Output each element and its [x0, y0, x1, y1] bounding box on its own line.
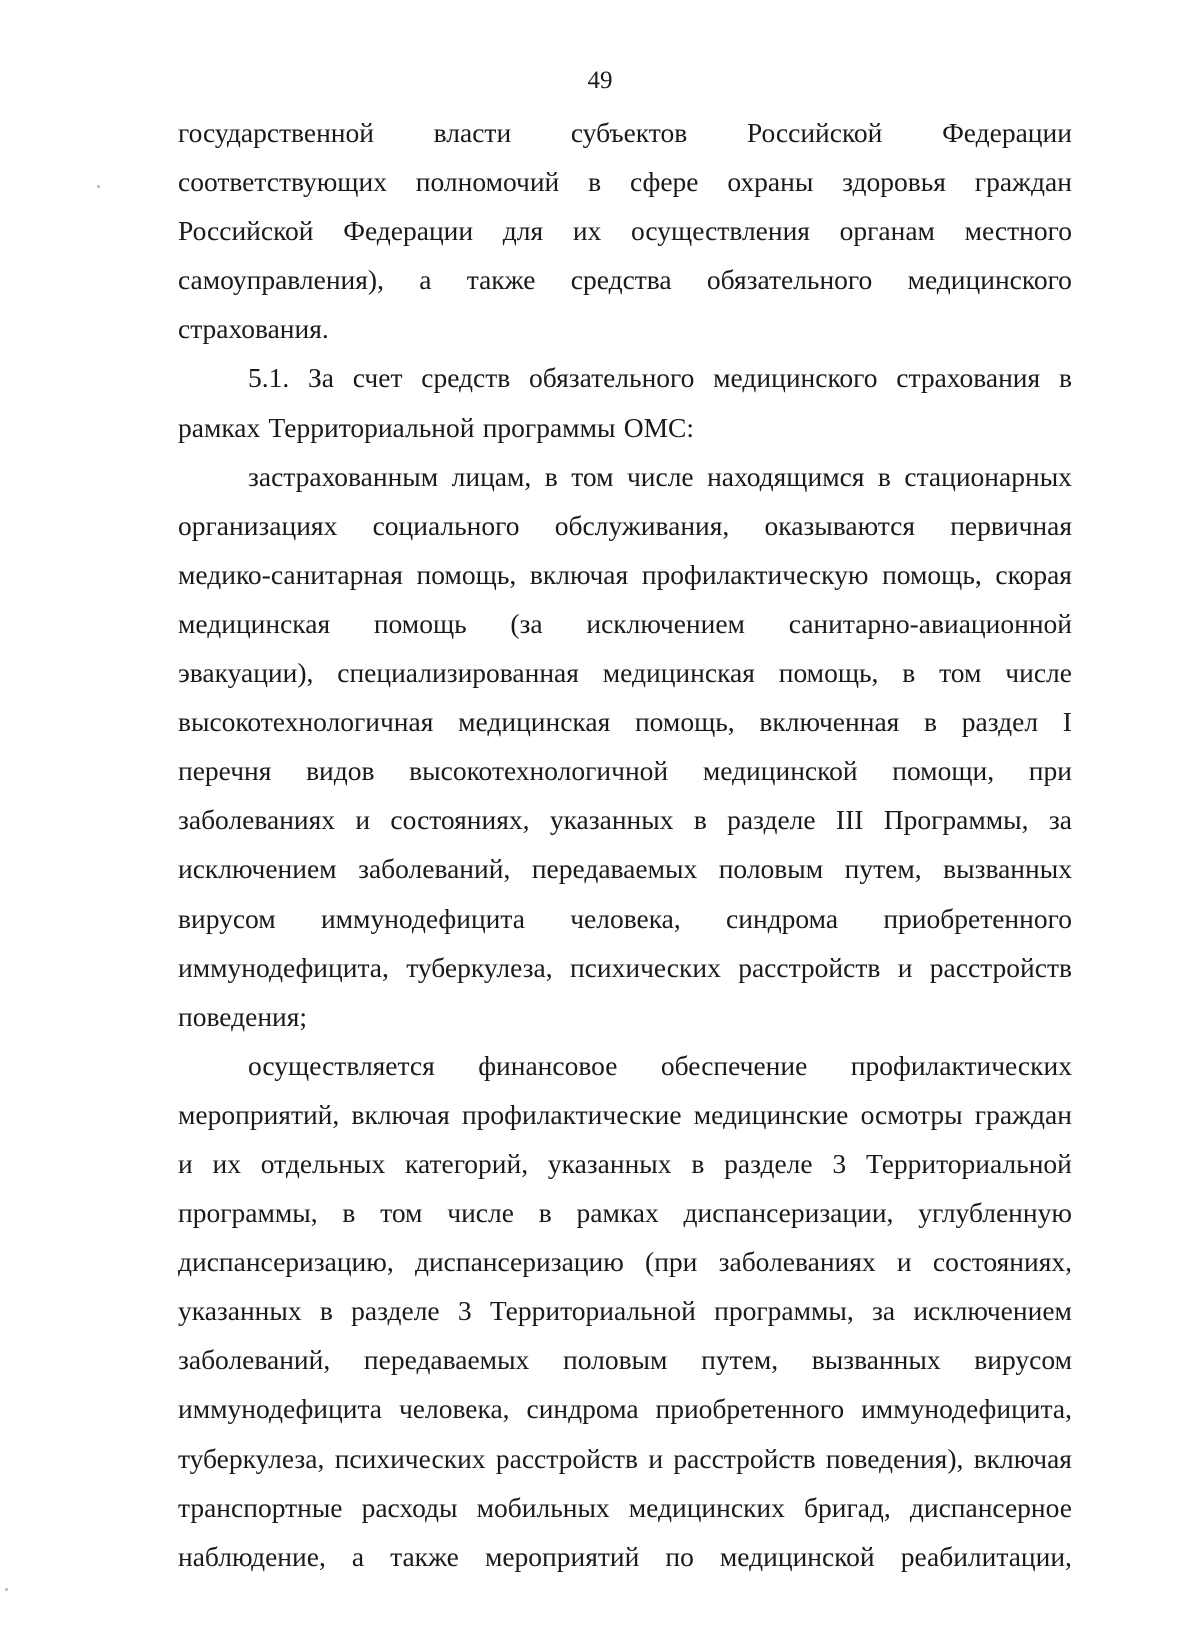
text-line: высокотехнологичная медицинская помощь, включенная в раздел I — [178, 706, 1072, 738]
text-line: осуществляется финансовое обеспечение профилактических — [248, 1049, 1072, 1081]
text-line: страхования. — [178, 313, 329, 345]
text-line: наблюдение, а также мероприятий по медицинской реабилитации, — [178, 1540, 1072, 1572]
page-number: 49 — [587, 67, 613, 94]
text-line: перечня видов высокотехнологичной медицинской помощи, при — [178, 755, 1072, 787]
text-line: заболеваний, передаваемых половым путем, вызванных вирусом — [178, 1344, 1072, 1376]
text-line: государственной власти субъектов Российской Федерации — [178, 117, 1072, 148]
text-line: диспансеризацию, диспансеризацию (при заболеваниях и состояниях, — [178, 1246, 1072, 1278]
text-line: организациях социального обслуживания, оказываются первичная — [178, 509, 1072, 541]
scan-speck — [97, 185, 100, 188]
text-line: застрахованным лицам, в том числе находящимся в стационарных — [248, 460, 1072, 492]
text-line: исключением заболеваний, передаваемых половым путем, вызванных — [178, 853, 1072, 885]
text-line: соответствующих полномочий в сфере охраны здоровья граждан — [178, 166, 1072, 198]
text-line: туберкулеза, психических расстройств и расстройств поведения), включая — [178, 1442, 1072, 1474]
text-line: мероприятий, включая профилактические медицинские осмотры граждан — [178, 1098, 1072, 1130]
text-line: и их отдельных категорий, указанных в разделе 3 Территориальной — [178, 1147, 1072, 1179]
text-line: рамках Территориальной программы ОМС: — [178, 411, 694, 443]
text-line: иммунодефицита, туберкулеза, психических расстройств и расстройств — [178, 951, 1072, 983]
text-line: самоуправления), а также средства обязательного медицинского — [178, 264, 1072, 296]
text-line: медицинская помощь (за исключением санитарно-авиационной — [178, 607, 1072, 639]
text-line: транспортные расходы мобильных медицинских бригад, диспансерное — [178, 1491, 1072, 1523]
scan-speck — [5, 1588, 8, 1591]
document-body — [178, 108, 1072, 1581]
text-line: поведения; — [178, 1000, 308, 1032]
text-line: программы, в том числе в рамках диспансеризации, углубленную — [178, 1197, 1072, 1229]
text-line: эвакуации), специализированная медицинская помощь, в том числе — [178, 657, 1072, 689]
text-line: 5.1. За счет средств обязательного медицинского страхования в — [248, 362, 1072, 394]
text-line: Российской Федерации для их осуществления органам местного — [178, 215, 1072, 247]
text-line: указанных в разделе 3 Территориальной программы, за исключением — [178, 1295, 1072, 1327]
text-line: иммунодефицита человека, синдрома приобретенного иммунодефицита, — [178, 1393, 1072, 1425]
text-line: заболеваниях и состояниях, указанных в разделе III Программы, за — [178, 804, 1072, 836]
text-line: медико-санитарная помощь, включая профилактическую помощь, скорая — [178, 558, 1072, 590]
text-line: вирусом иммунодефицита человека, синдрома приобретенного — [178, 902, 1072, 934]
